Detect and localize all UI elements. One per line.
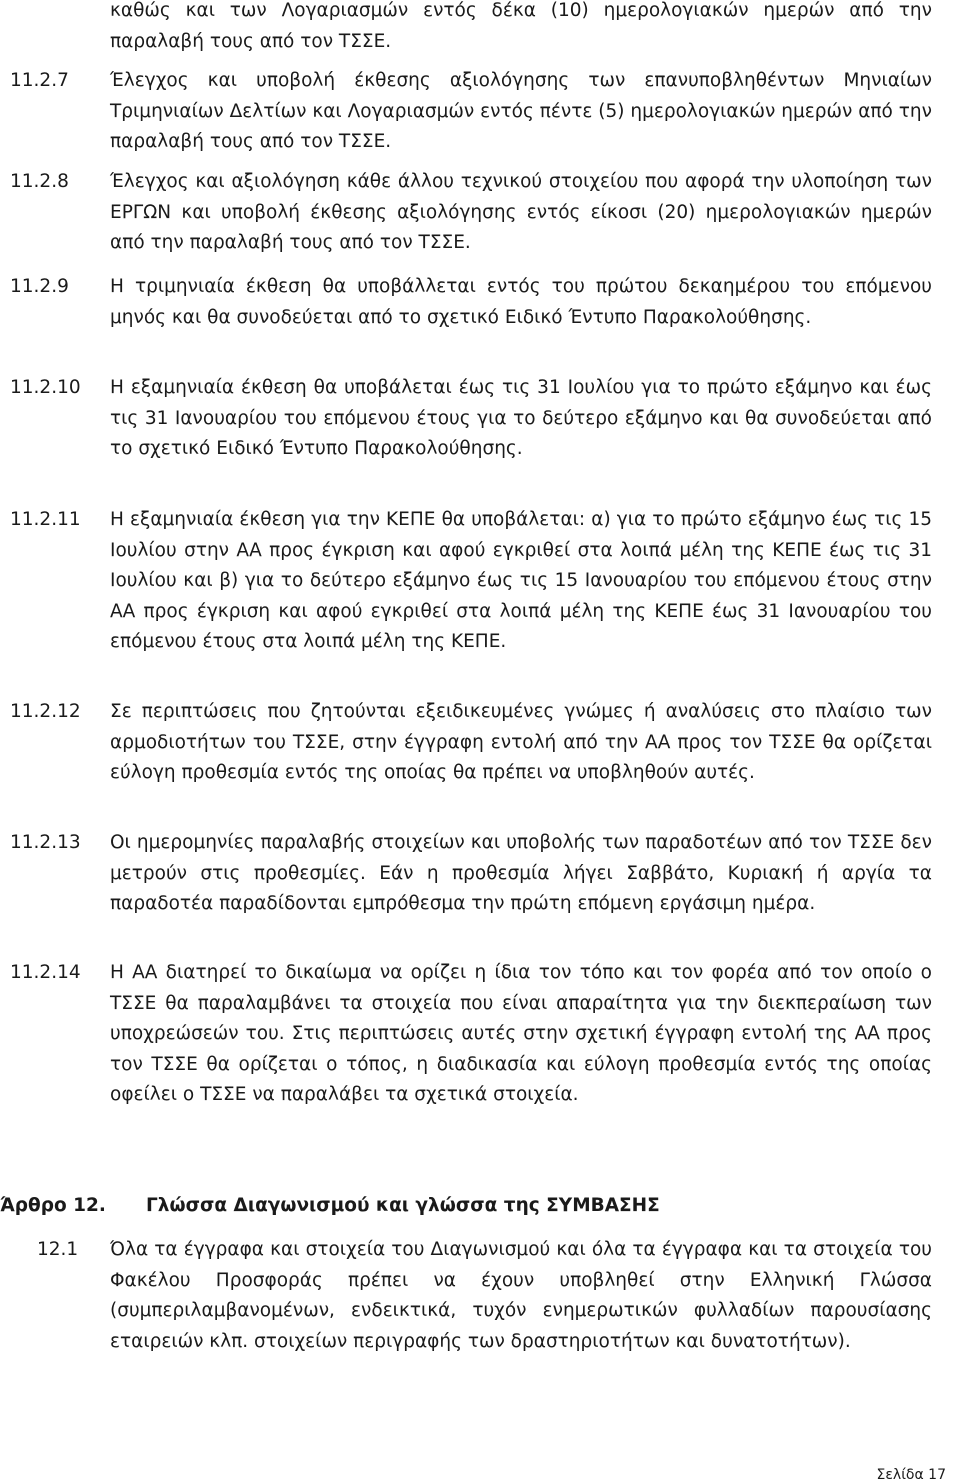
clause-number: 11.2.11 <box>10 509 81 530</box>
clause-number: 11.2.14 <box>10 962 81 983</box>
clause-number: 11.2.12 <box>10 701 81 722</box>
clause-text: Η τριμηνιαία έκθεση θα υποβάλλεται εντός του πρώτου δεκαημέρου του επόμενου μηνός και θα συνοδεύεται από το σχετικό Ειδικό Έντυπο Παρακολούθησης. <box>110 276 932 328</box>
clause-number: 11.2.13 <box>10 832 81 853</box>
clause-text: Η εξαμηνιαία έκθεση για την ΚΕΠΕ θα υποβάλεται: α) για το πρώτο εξάμηνο έως τις 15 Ιουλίου στην ΑΑ προς έγκριση και αφού εγκριθεί στα λοιπά μέλη της ΚΕΠΕ έως τις 31 Ιουλίου και β) για το δεύτερο εξάμηνο έως τις 15 Ιανουαρίου του επόμενου έτους στην ΑΑ προς έγκριση και αφού εγκριθεί στα λοιπά μέλη της ΚΕΠΕ έως 31 Ιανουαρίου του επόμενου έτους στα λοιπά μέλη της ΚΕΠΕ. <box>110 509 932 653</box>
clause-number: 11.2.10 <box>10 377 81 398</box>
clause-text: Έλεγχος και αξιολόγηση κάθε άλλου τεχνικού στοιχείου που αφορά την υλοποίηση των ΕΡΓΩΝ και υποβολή έκθεσης αξιολόγησης εντός είκοσι (20) ημερολογιακών ημερών από την παραλαβή τους από τον ΤΣΣΕ. <box>110 171 932 254</box>
page-number: Σελίδα 17 <box>876 1467 946 1483</box>
clause-text: Σε περιπτώσεις που ζητούνται εξειδικευμένες γνώμες ή αναλύσεις στο πλαίσιο των αρμοδιοτήτων του ΤΣΣΕ, στην έγγραφη εντολή από την ΑΑ προς τον ΤΣΣΕ θα ορίζεται εύλογη προθεσμία εντός της οποίας θα πρέπει να υποβληθούν αυτές. <box>110 701 932 784</box>
clause-text: Η ΑΑ διατηρεί το δικαίωμα να ορίζει η ίδια τον τόπο και τον φορέα από τον οποίο ο ΤΣΣΕ θα παραλαμβάνει τα στοιχεία που είναι απαραίτητα για την διεκπεραίωση των υποχρεώσεών του. Στις περιπτώσεις αυτές στην σχετική έγγραφη εντολή της ΑΑ προς τον ΤΣΣΕ θα ορίζεται ο τόπος, η διαδικασία και εύλογη προθεσμία εντός της οποίας οφείλει ο ΤΣΣΕ να παραλάβει τα σχετικά στοιχεία. <box>110 962 932 1106</box>
clause-text: Όλα τα έγγραφα και στοιχεία του Διαγωνισμού και όλα τα έγγραφα και τα στοιχεία του Φακέλου Προσφοράς πρέπει να έχουν υποβληθεί στην Ελληνική Γλώσσα (συμπεριλαμβανομένων, ενδεικτικά, τυχόν ενημερωτικών φυλλαδίων παρουσίασης εταιρειών κλπ. στοιχείων περιγραφής των δραστηριοτήτων και δυνατοτήτων). <box>110 1239 932 1352</box>
clause-number: 12.1 <box>37 1239 79 1260</box>
continuation-paragraph: καθώς και των Λογαριασμών εντός δέκα (10) ημερολογιακών ημερών από την παραλαβή τους από τον ΤΣΣΕ. <box>110 0 932 52</box>
article-title: Γλώσσα Διαγωνισμού και γλώσσα της ΣΥΜΒΑΣΗΣ <box>146 1195 660 1216</box>
clause-number: 11.2.9 <box>10 276 69 297</box>
clause-number: 11.2.8 <box>10 171 69 192</box>
clause-text: Έλεγχος και υποβολή έκθεσης αξιολόγησης των επανυποβληθέντων Μηνιαίων Τριμηνιαίων Δελτίων και Λογαριασμών εντός πέντε (5) ημερολογιακών ημερών από την παραλαβή τους από τον ΤΣΣΕ. <box>110 70 932 153</box>
clause-text: Οι ημερομηνίες παραλαβής στοιχείων και υποβολής των παραδοτέων από τον ΤΣΣΕ δεν μετρούν στις προθεσμίες. Εάν η προθεσμία λήγει Σαββάτο, Κυριακή ή αργία τα παραδοτέα παραδίδονται εμπρόθεσμα την πρώτη επόμενη εργάσιμη ημέρα. <box>110 832 932 915</box>
clause-number: 11.2.7 <box>10 70 69 91</box>
article-number: Άρθρο 12. <box>0 1195 106 1216</box>
clause-text: Η εξαμηνιαία έκθεση θα υποβάλεται έως τις 31 Ιουλίου για το πρώτο εξάμηνο και έως τις 31 Ιανουαρίου του επόμενου έτους για το δεύτερο εξάμηνο και θα συνοδεύεται από το σχετικό Ειδικό Έντυπο Παρακολούθησης. <box>110 377 932 460</box>
